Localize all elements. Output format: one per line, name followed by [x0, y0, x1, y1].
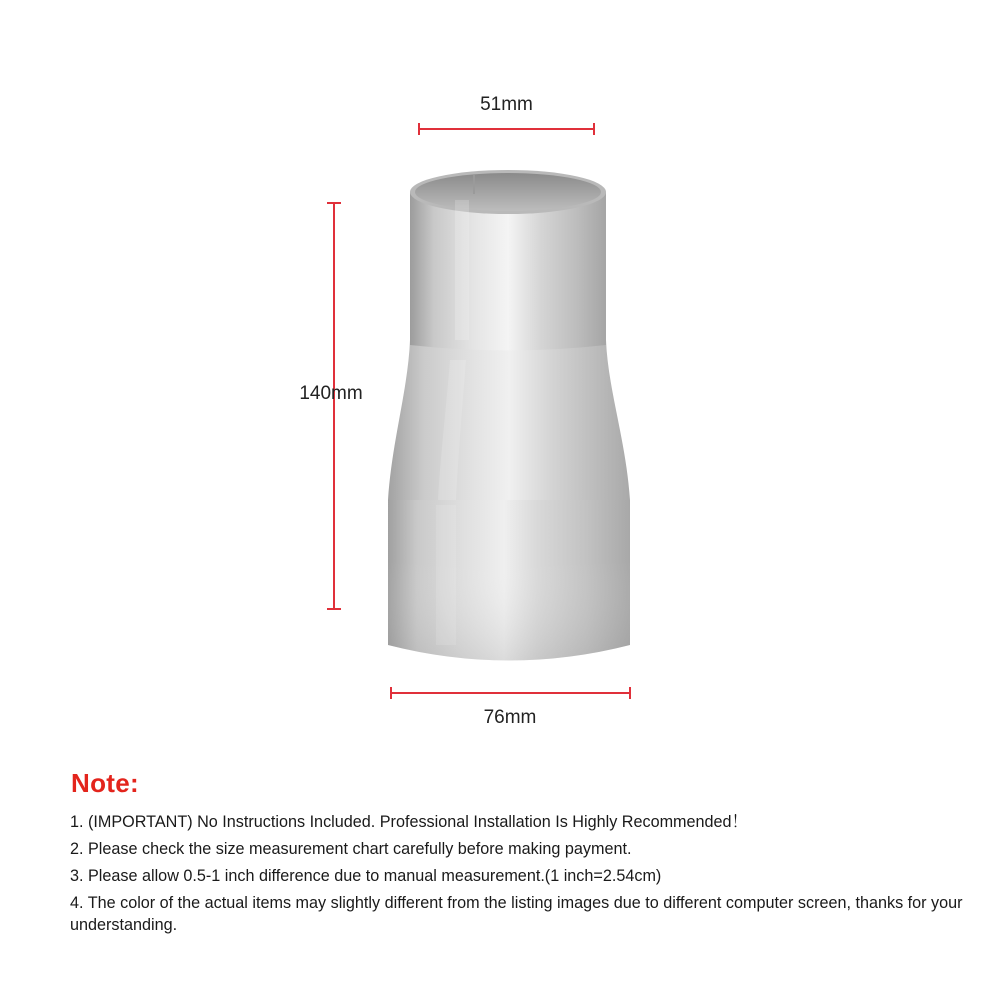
- top-diameter-label: 51mm: [480, 94, 533, 115]
- note-item-2: 2. Please check the size measurement chart carefully before making payment.: [70, 840, 632, 858]
- bottom-diameter-dimension-line: [391, 687, 630, 699]
- height-dimension-line: [327, 203, 341, 609]
- bottom-diameter-label: 76mm: [483, 707, 537, 728]
- note-heading: Note:: [71, 768, 139, 798]
- note-item-1: 1. (IMPORTANT) No Instructions Included. Professional Installation Is Highly Recommended！: [70, 813, 748, 831]
- height-label: 140mm: [299, 383, 363, 404]
- pipe-reducer: [388, 170, 630, 661]
- note-item-4: 4. The color of the actual items may slightly different from the listing images due to different computer screen, thanks for your understanding.: [70, 894, 963, 934]
- top-diameter-dimension-line: [419, 123, 594, 135]
- note-item-3: 3. Please allow 0.5-1 inch difference due to manual measurement.(1 inch=2.54cm): [70, 867, 662, 885]
- note-section: [70, 768, 970, 941]
